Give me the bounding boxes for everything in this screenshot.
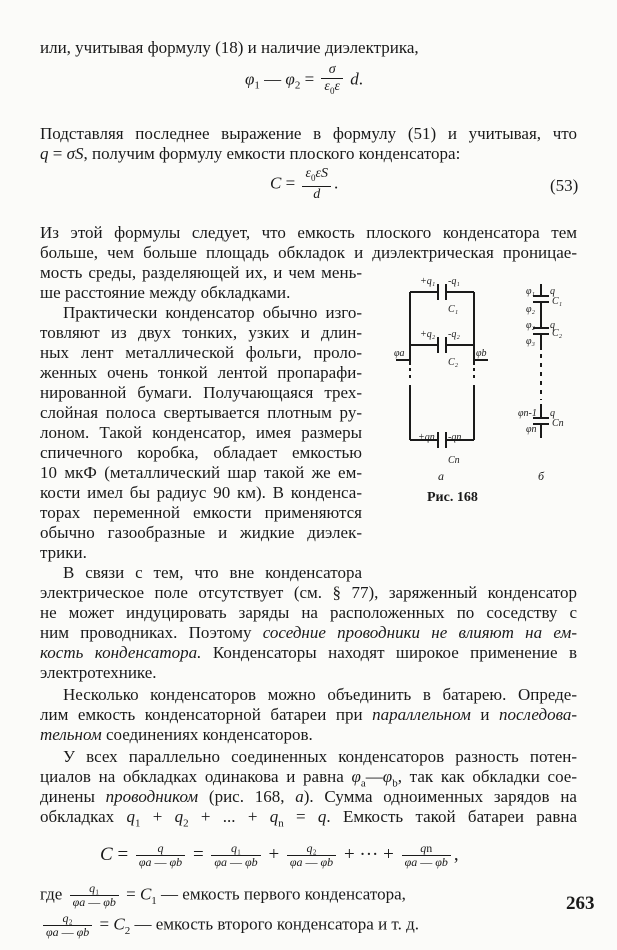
text-line: $\frac{\text{q₂}}{\varphi a — \varphi b}$ = $C_2$ — емкость второго конденсатора и т. д. (40, 912, 419, 942)
text-line: или, учитывая формулу (18) и наличие диэлектрика, (40, 38, 419, 57)
text-line: товляют из двух тонких, узких и длин- (40, 323, 362, 342)
text-line: динены проводником (рис. 168, а). Сумма одноименных зарядов на (40, 787, 577, 806)
fig-label: -qn (448, 432, 462, 443)
text-line: не может индуцировать заряды на расположенных по соседству с (40, 603, 577, 622)
fig-label: φn-1 (518, 408, 537, 419)
text-line: нированной бумаги. Получающаяся трех- (40, 383, 362, 402)
fig-label: C₁ (448, 304, 459, 315)
fig-label: +qn (418, 432, 435, 443)
fig-label: φ₂ (526, 320, 536, 331)
text-line: спичечного коробка, обладает емкостью (40, 443, 362, 462)
fig-label: б (538, 469, 545, 483)
page-number: 263 (566, 893, 595, 914)
equation-potential-difference: $\varphi_1$ — $\varphi_2$ = $\frac{\sigma}{\varepsilon_0\varepsilon}$ d. (245, 62, 363, 96)
text-line: обычно газообразные и жидкие диэлек- (40, 523, 362, 542)
equation-53: C = $\frac{\varepsilon_0\varepsilon S}{d}$ . (270, 166, 339, 202)
fig-label: q (550, 408, 555, 419)
fig-label: φ₃ (526, 336, 536, 347)
fig-label: а (438, 469, 444, 483)
text-line: кости имел бы радиус 90 км). В конденса- (40, 483, 362, 502)
fig-label: C₂ (448, 357, 459, 368)
text-line: тельном соединениях конденсаторов. (40, 725, 313, 744)
text-line: женных очень тонкой лентой пропарафи- (40, 363, 362, 382)
text-line: обкладках $q_1 + q_2$ + ... + $q_n = q$. Емкость такой батареи равна (40, 807, 578, 830)
fig-label: φn (526, 424, 537, 435)
figure-168 (378, 270, 578, 490)
text-line: Подставляя последнее выражение в формулу (51) и учитывая, что (40, 124, 577, 143)
equation-battery: C = $\frac{q}{\varphi a — \varphi b}$ = $\frac{\text{q₁}}{\varphi a — \varphi b}$ + $\frac{\text{q₂}}{\varphi a — \varphi b}$ + ··· + $\frac{qn}{\varphi a — \varphi b}$ , (100, 841, 459, 869)
text-line: Из этой формулы следует, что емкость плоского конденсатора тем (40, 223, 577, 242)
text-line: слойная полоса свертывается плотным ру- (40, 403, 362, 422)
text-line: мость среды, разделяющей их, и чем мень- (40, 263, 362, 282)
fig-label: φb (476, 348, 487, 359)
fig-label: +q₂ (420, 329, 436, 340)
text-line: 10 мкФ (металлический шар такой же ем- (40, 463, 362, 482)
text-line: Практически конденсатор обычно изго- (63, 303, 362, 322)
fig-label: -q₁ (448, 276, 460, 287)
fig-label: φ₁ (526, 286, 536, 297)
text-line: циалов на обкладках одинакова и равна $\varphi_a—\varphi_b$, так как обкладки сое- (40, 767, 578, 790)
equation-number: (53) (550, 176, 579, 195)
fig-label: φ₂ (526, 304, 536, 315)
text-line: ше расстояние между обкладками. (40, 283, 291, 302)
fig-label: C₂ (552, 328, 563, 339)
text-line: лоном. Такой конденсатор, имея размеры (40, 423, 362, 442)
fig-label: φa (394, 348, 405, 359)
text-line: электротехнике. (40, 663, 157, 682)
text-line: ных лент металлической фольги, проло- (40, 343, 362, 362)
text-line: где $\frac{\text{q₁}}{\varphi a — \varphi b}$ = $C_1$ — емкость первого конденсатора, (40, 881, 406, 909)
text-line: торах переменной емкости применяются (40, 503, 362, 522)
fig-label: -q₂ (448, 329, 460, 340)
text-line: лим емкость конденсаторной батареи при параллельном и последова- (40, 705, 577, 724)
text-line: Несколько конденсаторов можно объединить в батарею. Опреде- (63, 685, 577, 704)
text-line: В связи с тем, что вне конденсатора (63, 563, 362, 582)
text-line: кость конденсатора. Конденсаторы находят широкое применение в (40, 643, 577, 662)
fig-label: C₁ (552, 296, 563, 307)
text-line: ним проводниках. Поэтому соседние проводники не влияют на ем- (40, 623, 577, 642)
text-line: q = σS, получим формулу емкости плоского конденсатора: (40, 144, 461, 163)
fig-label: q (550, 320, 555, 331)
fig-label: Cn (448, 455, 460, 466)
text-line: электрическое поле отсутствует (см. § 77), заряженный конденсатор (40, 583, 577, 602)
text-line: трики. (40, 543, 87, 562)
figure-caption: Рис. 168 (427, 490, 478, 505)
fig-label: +q₁ (420, 276, 436, 287)
text-line: больше, чем больше площадь обкладок и диэлектрическая проницае- (40, 243, 577, 262)
text-line: У всех параллельно соединенных конденсаторов разность потен- (63, 747, 577, 766)
fig-label: q (550, 286, 555, 297)
fig-label: Cn (552, 418, 564, 429)
